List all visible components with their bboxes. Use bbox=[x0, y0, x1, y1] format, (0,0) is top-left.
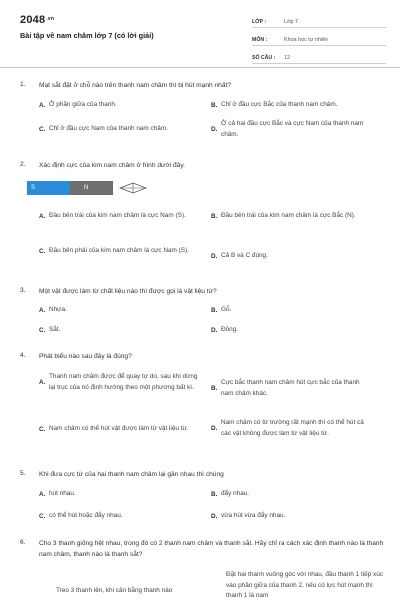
logo-main-text: 2048 bbox=[20, 14, 46, 26]
option-text: Đầu bên phải của kim nam châm là cực Nam (S). bbox=[49, 247, 189, 254]
option-text: Đặt hai thanh vuông góc với nhau, đầu thanh 1 tiếp xúc vào phần giữa của thanh 2, nếu có lực hút mạnh thì thanh 1 là nam bbox=[226, 571, 383, 599]
option-b[interactable] bbox=[211, 489, 381, 500]
question-number: 2. bbox=[20, 161, 26, 168]
option-a[interactable] bbox=[56, 586, 206, 597]
option-text: Nam châm có thể hút vật được làm từ vật liệu từ. bbox=[49, 425, 189, 432]
document-title: Bài tập về nam châm lớp 7 (có lời giải) bbox=[20, 31, 154, 40]
option-label: D. bbox=[211, 425, 218, 432]
option-label: C. bbox=[39, 247, 46, 255]
option-a[interactable] bbox=[39, 100, 199, 111]
meta-row-grade bbox=[252, 14, 386, 28]
option-text: Cả B và C đúng. bbox=[221, 252, 268, 259]
option-text: Ở phần giữa của thanh. bbox=[49, 101, 117, 108]
option-text: Nam châm có từ trường rất mạnh thì có thể hút cả các vật không được làm từ vật liệu từ. bbox=[221, 419, 364, 437]
option-text: Chỉ ở đầu cực Nam của thanh nam châm. bbox=[49, 125, 168, 132]
question-text: Mạt sắt đặt ở chỗ nào trên thanh nam châm thì bị hút mạnh nhất? bbox=[39, 82, 231, 89]
option-a[interactable] bbox=[39, 211, 199, 222]
option-d[interactable] bbox=[211, 251, 381, 262]
option-label: A. bbox=[39, 101, 46, 109]
question-6-options bbox=[39, 570, 391, 600]
magnet-north-pole: N bbox=[70, 181, 113, 195]
option-label: B. bbox=[211, 306, 218, 314]
option-label: D. bbox=[211, 326, 218, 334]
question-number: 3. bbox=[20, 287, 26, 294]
question-text: Cho 3 thanh giống hệt nhau, trong đó có 2 thanh nam châm và thanh sắt. Hãy chỉ ra cách xác định thanh nào là thanh nam châm, thanh nào là thanh sắt? bbox=[39, 540, 384, 558]
compass-needle-icon bbox=[119, 182, 147, 194]
meta-value: 12 bbox=[284, 55, 290, 61]
option-label: D. bbox=[211, 252, 218, 260]
question-number: 6. bbox=[20, 539, 26, 546]
option-label: C. bbox=[39, 512, 46, 520]
option-b[interactable] bbox=[211, 378, 381, 399]
option-text: Đầu bên trái của kim nam châm là cực Bắc (N). bbox=[221, 212, 356, 219]
option-label: B. bbox=[211, 212, 218, 220]
question-number: 4. bbox=[20, 352, 26, 359]
question-number: 1. bbox=[20, 81, 26, 88]
option-text: Gỗ. bbox=[221, 306, 232, 313]
option-b[interactable] bbox=[211, 211, 381, 222]
option-label: D. bbox=[211, 512, 218, 520]
option-text: Sắt. bbox=[49, 326, 61, 333]
meta-info-panel bbox=[252, 14, 386, 68]
option-label: B. bbox=[211, 385, 218, 392]
question-text: Xác định cực của kim nam châm ở hình dưới đây. bbox=[39, 162, 185, 169]
document-header bbox=[0, 0, 400, 66]
option-text: có thể hút hoặc đẩy nhau. bbox=[49, 512, 123, 519]
option-label: A. bbox=[39, 212, 46, 220]
option-text: hút nhau. bbox=[49, 490, 76, 497]
question-text: Khi đưa cực từ của hai thanh nam châm lại gần nhau thì chúng bbox=[39, 471, 224, 478]
option-label: C. bbox=[39, 425, 46, 433]
option-c[interactable] bbox=[39, 424, 199, 435]
meta-row-subject bbox=[252, 32, 386, 46]
question-number: 5. bbox=[20, 470, 26, 477]
option-text: Nhựa. bbox=[49, 306, 67, 313]
question-text: Một vật được làm từ chất liệu nào thì được gọi là vật liệu từ? bbox=[39, 288, 217, 295]
option-text: Chỉ ở đầu cực Bắc của thanh nam châm. bbox=[221, 101, 338, 108]
option-c[interactable] bbox=[39, 246, 199, 257]
meta-key: SỐ CÂU : bbox=[252, 55, 276, 61]
option-label: A. bbox=[39, 306, 46, 314]
option-d[interactable] bbox=[211, 119, 381, 140]
option-text: Treo 3 thanh lên, khi cân bằng thanh nào bbox=[56, 587, 173, 594]
meta-value: Lớp 7 bbox=[284, 19, 299, 25]
option-a[interactable] bbox=[39, 305, 199, 316]
option-d[interactable] bbox=[211, 325, 381, 336]
option-label: B. bbox=[211, 490, 218, 498]
question-text: Phát biểu nào sau đây là đúng? bbox=[39, 353, 132, 360]
option-b[interactable] bbox=[211, 305, 381, 316]
meta-value: Khoa học tự nhiên bbox=[284, 37, 329, 43]
option-d[interactable] bbox=[211, 418, 381, 439]
option-label: D. bbox=[211, 126, 218, 133]
magnet-south-pole: S bbox=[27, 181, 70, 195]
bar-magnet-figure bbox=[27, 181, 113, 195]
option-label: A. bbox=[39, 379, 46, 386]
option-text: Thanh nam châm được để quay tự do, sau khi dừng lại trục của nó định hướng theo một phương bất kì. bbox=[49, 373, 198, 391]
option-text: đẩy nhau. bbox=[221, 490, 250, 497]
option-b[interactable] bbox=[211, 100, 381, 111]
meta-row-count bbox=[252, 50, 386, 64]
site-logo[interactable] bbox=[20, 14, 54, 26]
option-label: C. bbox=[39, 326, 46, 334]
option-c[interactable] bbox=[39, 325, 199, 336]
logo-tld-text: .vn bbox=[46, 16, 55, 22]
meta-key: LỚP : bbox=[252, 19, 267, 25]
meta-key: MÔN : bbox=[252, 37, 268, 43]
option-d[interactable] bbox=[211, 511, 381, 522]
option-a[interactable] bbox=[39, 372, 199, 393]
option-text: Cực bắc thanh nam châm hút cực bắc của thanh nam châm khác. bbox=[221, 379, 360, 397]
option-c[interactable] bbox=[39, 124, 199, 135]
option-text: vừa hút vừa đẩy nhau. bbox=[221, 512, 286, 519]
option-a[interactable] bbox=[39, 489, 199, 500]
option-label: C. bbox=[39, 125, 46, 133]
option-label: A. bbox=[39, 490, 46, 498]
option-text: Đồng. bbox=[221, 326, 239, 333]
option-label: B. bbox=[211, 101, 218, 109]
option-text: Ở cả hai đầu cực Bắc và cực Nam của thanh nam châm. bbox=[221, 120, 364, 138]
option-text: Đầu bên trái của kim nam châm là cực Nam (S). bbox=[49, 212, 186, 219]
option-c[interactable] bbox=[39, 511, 199, 522]
header-divider bbox=[0, 67, 400, 68]
option-b[interactable] bbox=[226, 570, 386, 600]
